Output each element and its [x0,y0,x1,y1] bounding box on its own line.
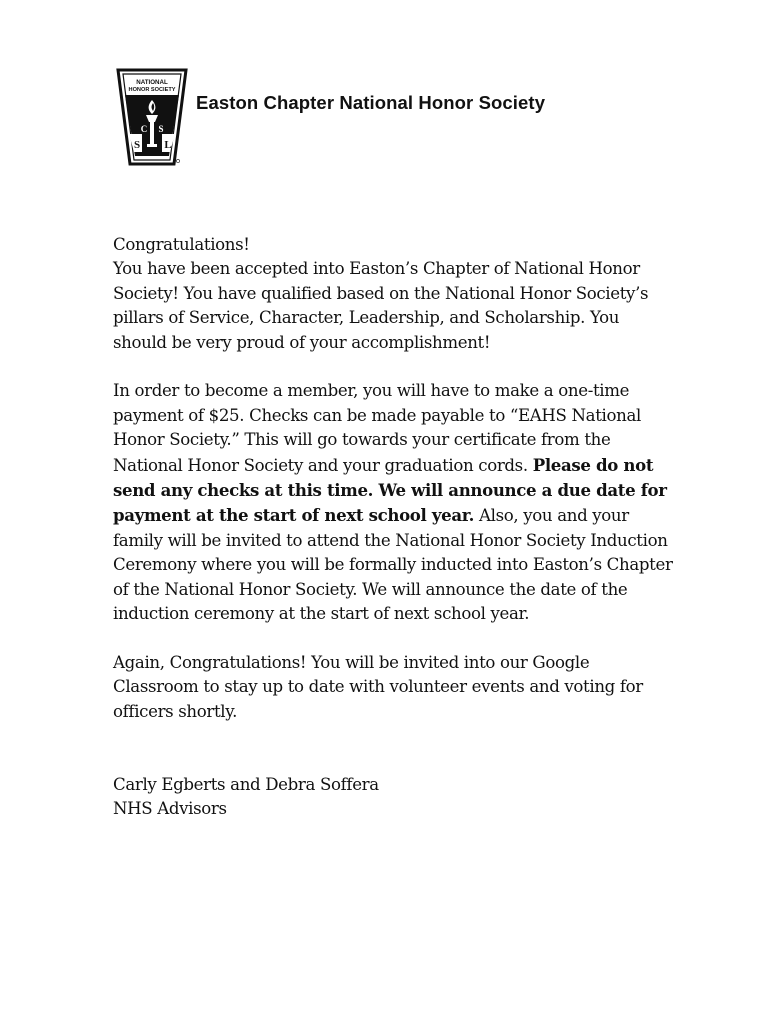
torch-handle-icon [150,122,154,144]
paragraph-acceptance: You have been accepted into Easton’s Chapter of National Honor Society! You have qualified based on the National Honor Society’s pillars of Service, Character, Leadership, and Scholarship. You should be very proud of your accomplishment! [113,259,649,352]
paragraph-payment [113,379,673,626]
registered-mark-icon [176,159,179,162]
letterhead [112,68,672,168]
logo-letter-c: C [140,124,148,134]
logo-letter-s: S [133,139,141,151]
org-title: Easton Chapter National Honor Society [196,92,546,113]
signature-names: Carly Egberts and Debra Soffera [113,774,379,794]
greeting: Congratulations! [113,235,250,254]
logo-line1: NATIONAL [136,79,168,86]
letter-body [113,233,673,822]
paragraph-closing: Again, Congratulations! You will be invited into our Google Classroom to stay up to date with volunteer events and voting for officers shortly. [113,652,643,721]
nhs-keystone-logo [112,68,192,168]
logo-line2: HONOR SOCIETY [128,87,176,93]
payment-text-end: Also, you and your family will be invited to attend the National Honor Society Induction Ceremony where you will be formally inducted into Easton’s Chapter of the National Honor Society. We will announce the date of the induction ceremony at the start of next school year. [113,506,673,624]
signature-title: NHS Advisors [113,799,227,819]
logo-letter-l: L [164,139,172,151]
payment-notice-bold: Please do not send any checks at this time. We will announce a due date for payment at the start of next school year. [113,454,667,526]
logo-letter-s2: S [158,124,164,134]
payment-text-start: In order to become a member, you will have to make a one-time payment of $25. Checks can be made payable to “EAHS National Honor Society.” This will go towards your certificate from the National Honor Society and your graduation cords. [113,381,641,475]
